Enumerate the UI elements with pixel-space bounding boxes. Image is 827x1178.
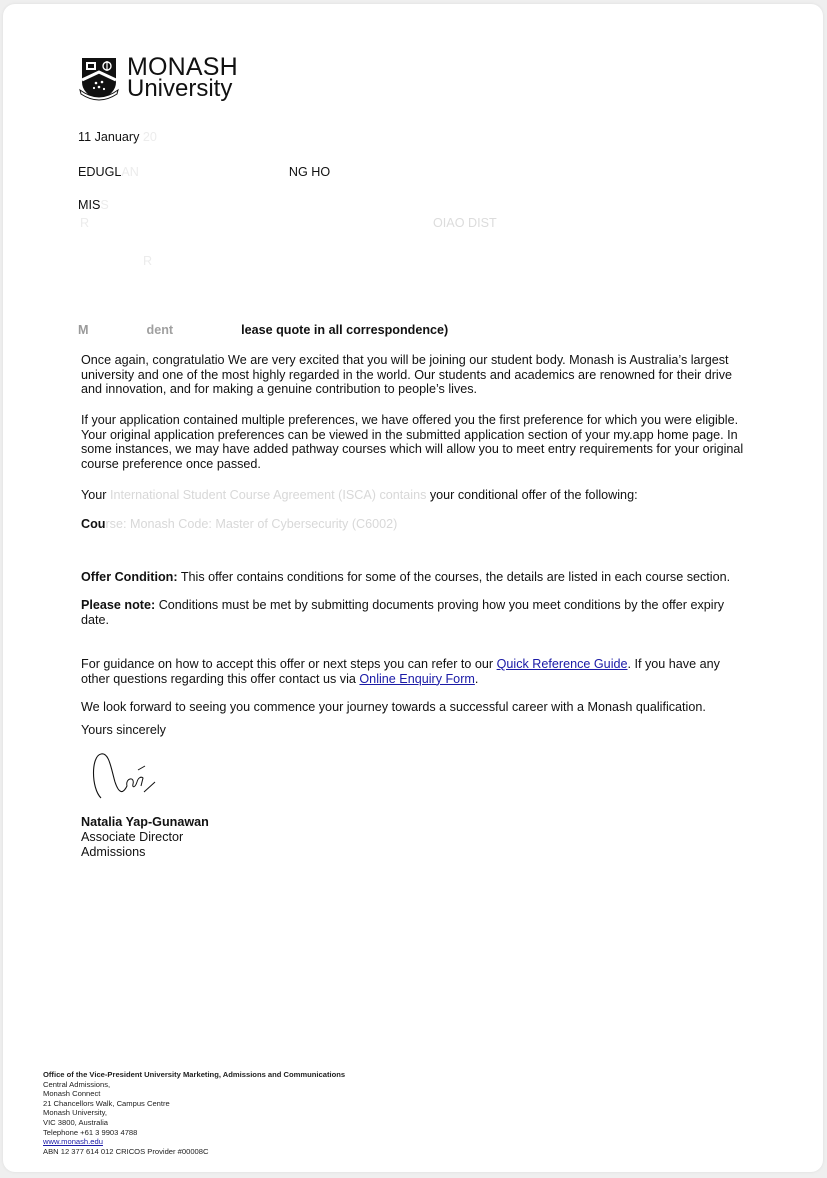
footer-line-5: VIC 3800, Australia (43, 1117, 109, 1127)
recipient-line-3-start: R (80, 216, 90, 230)
guidance-start: For guidance on how to accept this offer or next steps you can refer to our (81, 657, 497, 671)
logo-monash-text: MONASH (127, 53, 238, 81)
guidance-end: . (474, 671, 479, 686)
p3-end: your conditional offer of the following: (426, 488, 638, 502)
footer-line-4: Monash University, (43, 1108, 108, 1118)
letter-page (3, 4, 823, 1172)
recipient-line-1 (78, 165, 330, 180)
signatory-department: Admissions (81, 845, 146, 859)
paragraph-congratulations (81, 353, 751, 397)
recipient-name-start: MIS (78, 198, 101, 212)
recipient-line-2 (78, 198, 109, 213)
please-note-label: Please note: (81, 598, 156, 612)
p3-redacted: International Student Course Agreement (ISCA) contains (106, 488, 427, 502)
footer-website-link[interactable]: www.monash.edu (43, 1137, 103, 1147)
recipient-agency-redacted: AN (121, 165, 139, 179)
online-enquiry-form-link[interactable]: Online Enquiry Form (359, 671, 475, 686)
course-label: Cou (81, 517, 106, 531)
guidance-mid: . If you have any other questions regarding this offer contact us via (81, 657, 720, 686)
please-note-text: Conditions must be met by submitting documents proving how you meet conditions by the offer expiry date. (81, 598, 725, 627)
footer-telephone: Telephone +61 3 9903 4788 (43, 1127, 138, 1137)
letter-footer (43, 1070, 345, 1156)
quick-reference-guide-link[interactable]: Quick Reference Guide (496, 657, 628, 671)
logo-university-text: University (127, 75, 233, 102)
p1-start: Once again, congratulatio (81, 353, 225, 367)
offer-condition-label: Offer Condition: (81, 570, 178, 584)
reference-redacted-mid: dent (146, 323, 174, 337)
footer-line-2: Monash Connect (43, 1089, 101, 1099)
p3-start: Your (81, 488, 107, 502)
monash-crest-icon (79, 56, 119, 102)
paragraph-guidance (81, 657, 751, 686)
course-line (81, 517, 751, 532)
date-text: 11 January (78, 130, 140, 144)
footer-abn: ABN 12 377 614 012 CRICOS Provider #00008C (43, 1146, 209, 1156)
reference-redacted-start: M (78, 323, 89, 337)
sign-off: Yours sincerely (81, 723, 166, 737)
letter-date (78, 130, 157, 145)
paragraph-isca (81, 488, 751, 503)
monash-logo (79, 54, 249, 104)
recipient-agency-end: NG HO (288, 165, 331, 179)
footer-line-3: 21 Chancellors Walk, Campus Centre (43, 1098, 170, 1108)
handwritten-signature (89, 748, 169, 808)
recipient-line-5: R (143, 254, 153, 268)
signatory-name: Natalia Yap-Gunawan (81, 815, 209, 829)
paragraph-preferences: If your application contained multiple preferences, we have offered you the first preference for which you were eligible. Your original application preferences can be viewed in the submitted application section of your my.app home page. In some instances, we may have added pathway courses which will allow you to meet entry requirements for your original course preference once passed. (81, 413, 744, 471)
paragraph-please-note (81, 598, 751, 627)
recipient-line-3-end: OIAO DIST (433, 216, 497, 230)
offer-condition-text: This offer contains conditions for some of the courses, the details are listed in each course section. (177, 570, 731, 584)
date-year-redacted: 20 (139, 130, 157, 144)
course-redacted: rse: Monash Code: Master of Cybersecurity (C6002) (105, 517, 398, 531)
reference-quote-text: lease quote in all correspondence) (241, 323, 449, 337)
footer-line-1: Central Admissions, (43, 1079, 111, 1089)
footer-office: Office of the Vice-President University Marketing, Admissions and Communications (43, 1070, 346, 1079)
recipient-agency-start: EDUGL (78, 165, 122, 179)
paragraph-closing: We look forward to seeing you commence your journey towards a successful career with a Monash qualification. (81, 700, 706, 714)
signatory-title: Associate Director (81, 830, 184, 844)
p1-rest: We are very excited that you will be joining our student body. Monash is Australia’s largest university and one of the most highly regarded in the world. Our students and academics are renowned for their drive and innovation, and for making a genuine contribution to people’s lives. (81, 353, 733, 397)
recipient-name-redacted: S (100, 198, 109, 212)
reference-line (78, 323, 448, 338)
paragraph-offer-condition (81, 570, 751, 585)
